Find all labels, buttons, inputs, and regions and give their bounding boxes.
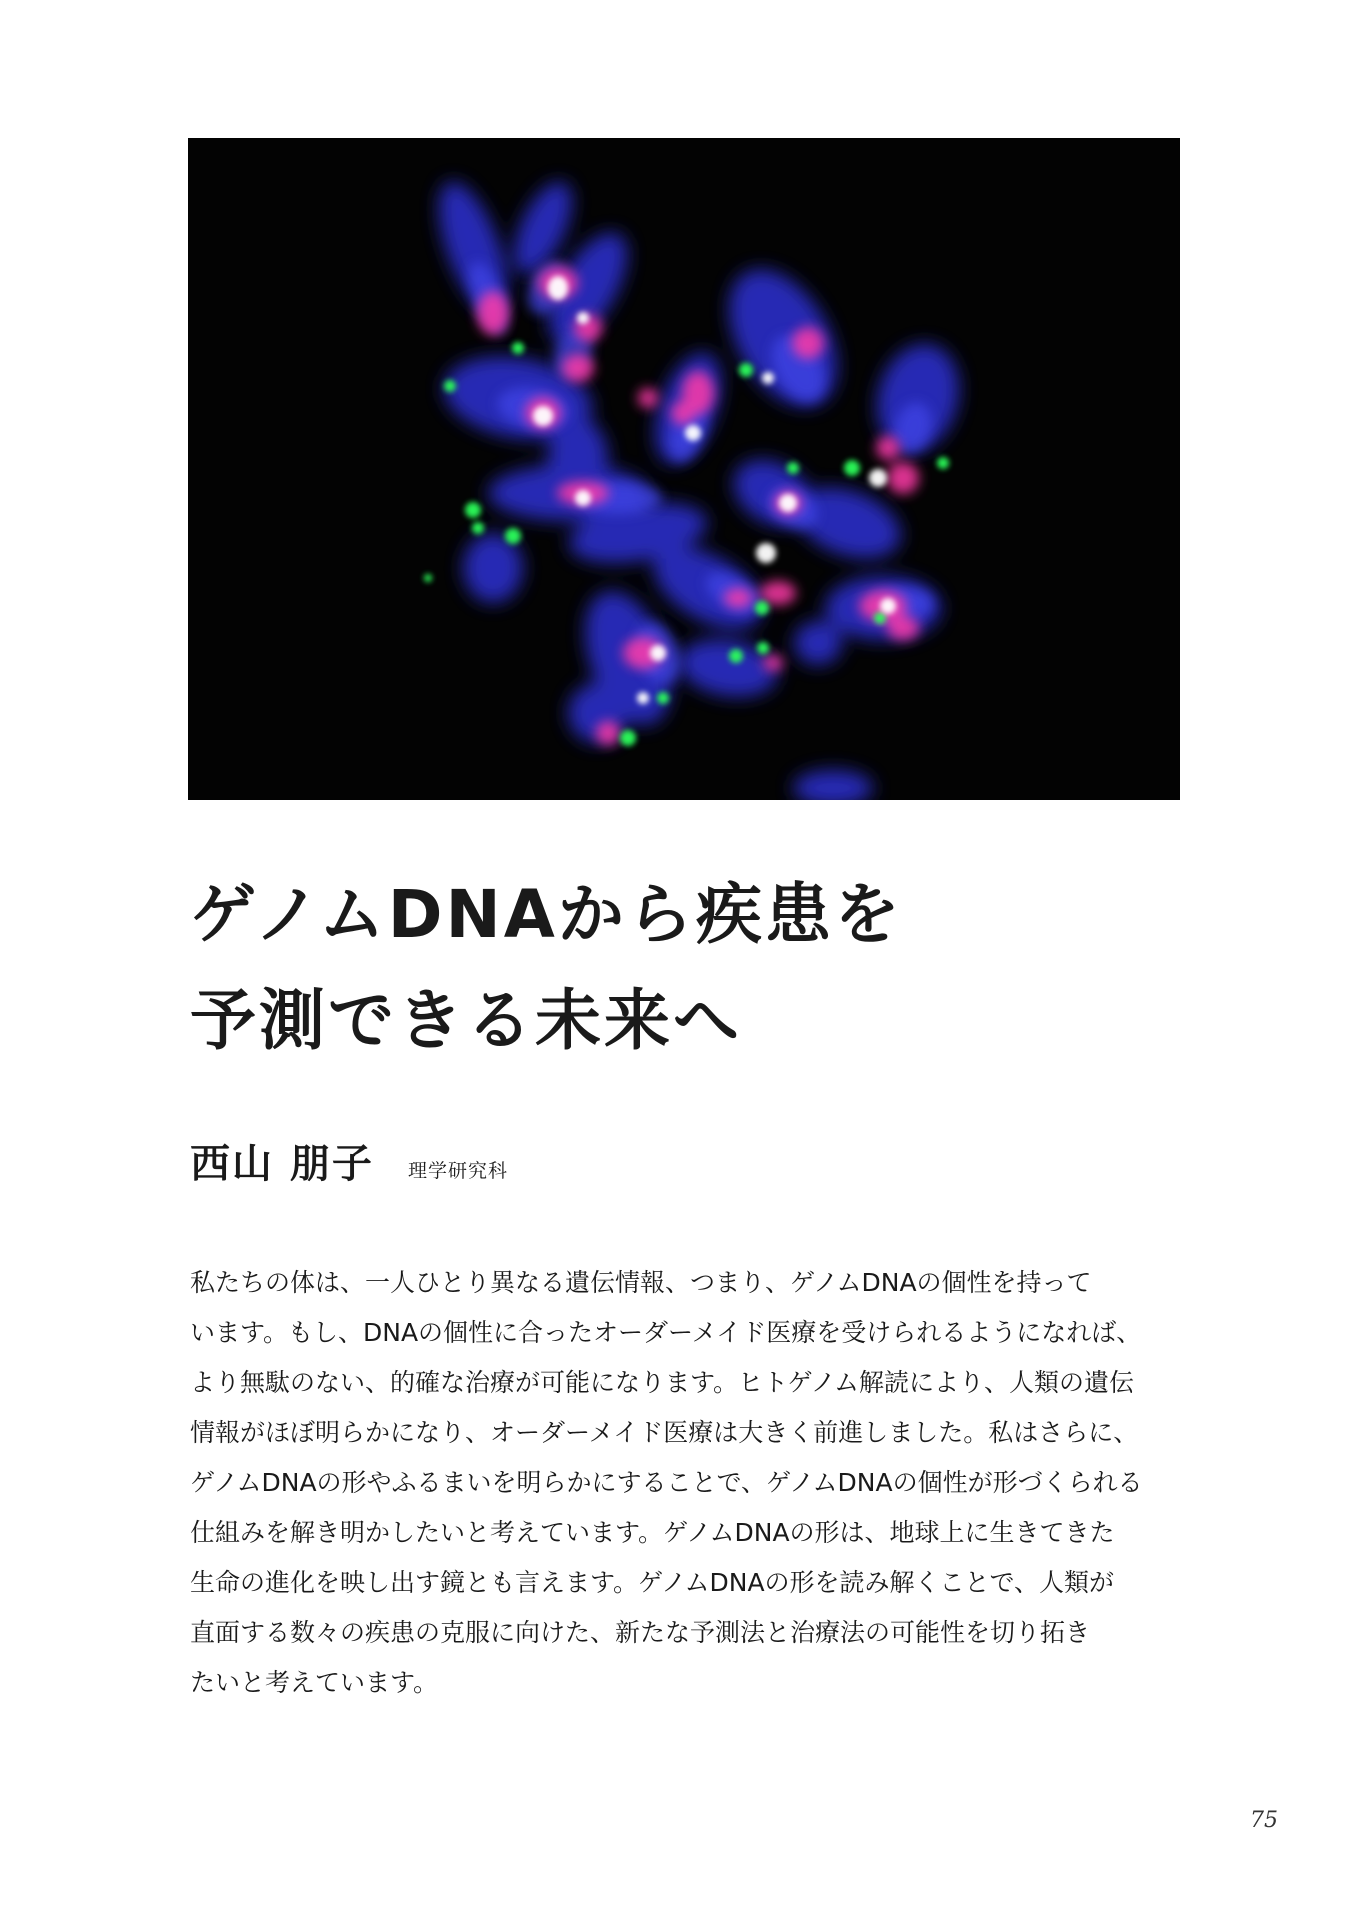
magenta-signal-11 — [876, 436, 900, 460]
green-signal-14 — [757, 642, 769, 654]
body-line-8: 直面する数々の疾患の克服に向けた、新たな予測法と治療法の可能性を切り拓き — [190, 1618, 1091, 1647]
green-signal-4 — [472, 522, 484, 534]
article-title — [190, 862, 1150, 1074]
white-signal-7 — [779, 494, 797, 512]
white-signal-3 — [533, 406, 553, 426]
article-body — [190, 1258, 1180, 1708]
white-signal-6 — [869, 469, 887, 487]
author-affiliation: 理学研究科 — [407, 1160, 508, 1182]
green-signal-1 — [444, 380, 456, 392]
body-line-6: 仕組みを解き明かしたいと考えています。ゲノムDNAの形は、地球上に生きてきた — [190, 1518, 1115, 1547]
title-line-2: 予測できる未来へ — [190, 982, 742, 1059]
white-signal-8 — [575, 490, 591, 506]
body-line-7: 生命の進化を映し出す鏡とも言えます。ゲノムDNAの形を読み解くことで、人類が — [190, 1568, 1115, 1597]
green-signal-16 — [937, 457, 949, 469]
magenta-signal-19 — [596, 721, 620, 745]
magenta-signal-1 — [477, 291, 509, 335]
white-signal-5 — [762, 372, 774, 384]
green-signal-13 — [729, 649, 743, 663]
author-byline — [190, 1132, 508, 1192]
green-signal-5 — [505, 528, 521, 544]
chromosome-blob-19 — [794, 621, 842, 665]
green-signal-3 — [465, 502, 481, 518]
magenta-signal-9 — [792, 327, 824, 359]
magenta-signal-20 — [763, 655, 783, 671]
white-signal-11 — [650, 645, 666, 661]
body-line-4: 情報がほぼ明らかになり、オーダーメイド医療は大きく前進しました。私はさらに、 — [190, 1418, 1139, 1447]
green-signal-11 — [755, 601, 769, 615]
magenta-signal-4 — [562, 354, 594, 382]
author-name: 西山 朋子 — [190, 1141, 374, 1187]
magenta-signal-14 — [760, 581, 796, 605]
chromosome-fluorescence-photo — [188, 138, 1180, 800]
green-signal-12 — [874, 612, 886, 624]
green-signal-15 — [424, 574, 432, 582]
green-signal-10 — [657, 692, 669, 704]
white-signal-12 — [637, 692, 649, 704]
white-signal-9 — [756, 543, 776, 563]
chromosome-image — [188, 138, 1180, 800]
magenta-signal-17 — [887, 616, 919, 640]
page-number: 75 — [1250, 1808, 1278, 1833]
magenta-signal-10 — [887, 462, 919, 494]
magenta-signal-8 — [671, 401, 695, 425]
white-signal-4 — [685, 425, 701, 441]
green-signal-7 — [844, 460, 860, 476]
green-signal-8 — [787, 462, 799, 474]
magenta-signal-15 — [724, 588, 752, 608]
body-line-5: ゲノムDNAの形やふるまいを明らかにすることで、ゲノムDNAの個性が形づくられる — [190, 1468, 1143, 1497]
green-signal-2 — [512, 342, 524, 354]
body-line-1: 私たちの体は、一人ひとり異なる遺伝情報、つまり、ゲノムDNAの個性を持って — [190, 1268, 1092, 1297]
body-line-2: います。もし、DNAの個性に合ったオーダーメイド医療を受けられるようになれば、 — [190, 1318, 1142, 1347]
body-line-9: たいと考えています。 — [190, 1668, 439, 1697]
white-signal-2 — [577, 312, 589, 324]
white-signal-1 — [548, 276, 568, 300]
body-line-3: より無駄のない、的確な治療が可能になります。ヒトゲノム解読により、人類の遺伝 — [190, 1368, 1135, 1397]
title-line-1: ゲノムDNAから疾患を — [190, 876, 903, 953]
green-signal-6 — [739, 363, 753, 377]
green-signal-9 — [620, 730, 636, 746]
magenta-signal-6 — [638, 388, 658, 408]
white-signal-10 — [880, 598, 896, 614]
